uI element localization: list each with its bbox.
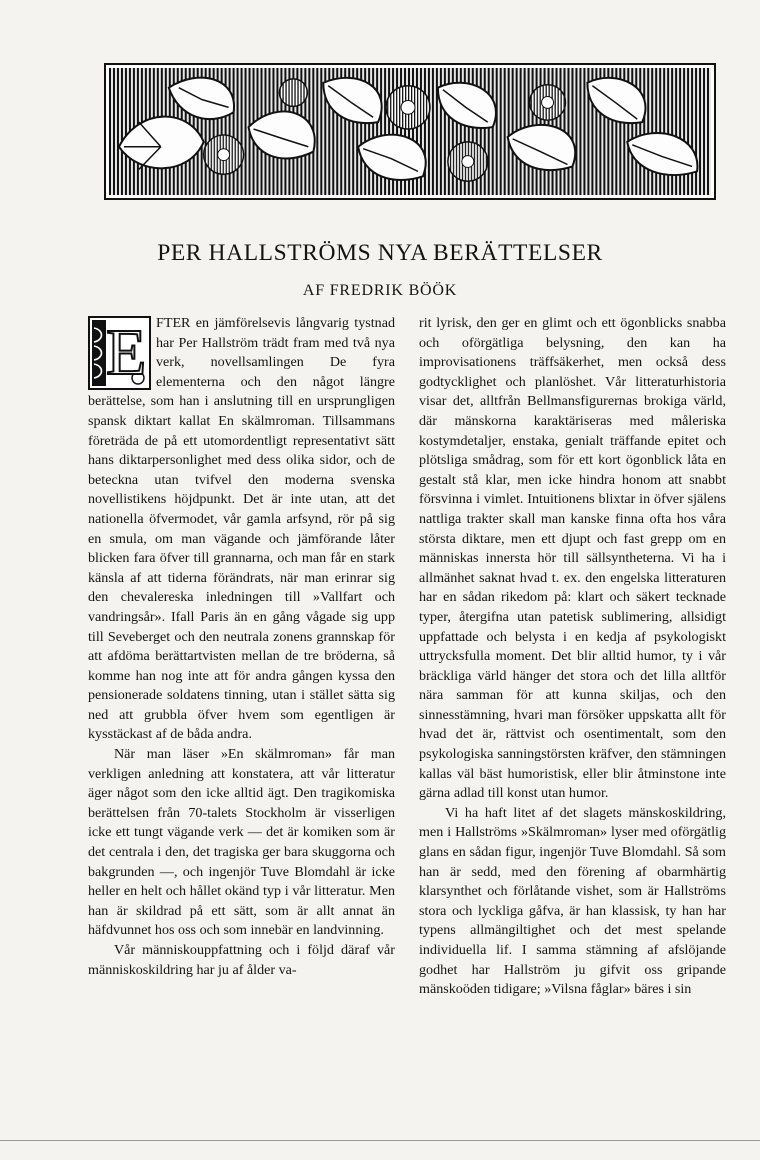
clover-ornament-illustration — [109, 68, 711, 195]
article-title: PER HALLSTRÖMS NYA BERÄTTELSER — [157, 240, 603, 266]
paragraph: När man läser »En skälmroman» får man verkligen anledning att konstatera, att vår litteratur äger något som den icke alltid ägt. Den tragikomiska berättelsen från 70-talets Stockholm är visserligen icke ett tungt vägande verk — det är komiken som är det centrala i den, det tragiska ger bara skuggorna och bakgrunden —, och ingenjör Tuve Blomdahl är icke heller en helt och hållet okänd typ i vår litteratur. Men han är skildrad på ett sätt, som är allt annat än häfdvunnet hos oss och som innebär en landvinning. — [88, 746, 395, 939]
paragraph: rit lyrisk, den ger en glimt och ett ögonblicks snabba och oförgätliga belysning, den kan ha improvisationens träffsäkerhet, men också dess godtycklighet och planlöshet. Vår litteraturhistoria visar det, alltfrån Bellmansfigurernas brokiga värld, där mänskorna karaktäriseras med måleriska kostymdetaljer, enstaka, genialt träffande epitet och plötsliga smådrag, som för ett kort ögonblick låta en gestalt stå klar, men icke hindra honom att snabbt försvinna i vimlet. Intuitionens blixtar in öfver själens nattliga trakter skall man kanske finna ofta hos våra största diktare, men ett djupt och fast grepp om en människas innersta hör till sällsyntheterna. Vi ha i allmänhet saknat hvad t. ex. den engelska litteraturen har en sådan rikedom på: klart och säkert tecknade typer, återgifna utan patetisk sublimering, allsidigt uppfattade och belysta i en kedja af psykologiskt uttrycksfulla moment. Det blir alltid humor, ty i vår bräckliga värld hänger det stora och det lilla alltför nära samman för att kunna skiljas, och den sinnesstämning, hvari man försöker uppskatta allt för hvad det är, rättvist och osentimentalt, som den psykologiska sanningstörsten kräfver, den stämningen kallas väl bäst humoristisk, eller blir åtminstone inte gärna adlad till konst utan humor. — [419, 315, 726, 802]
article-column-right — [419, 314, 726, 1000]
decorative-header-banner — [104, 63, 716, 200]
article-column-left — [88, 314, 395, 980]
drop-cap — [88, 316, 151, 390]
paragraph: Vi ha haft litet af det slagets mänskoskildring, men i Hallströms »Skälmroman» lyser med oförgätlig glans en sådan figur, ingenjör Tuve Blomdahl. Så som han är sedd, med den förening af obarmhärtig klarsynthet och förlåtande vishet, som är Hallströms stora och lyckliga gåfva, är han klassisk, ty han har typens allmängiltighet och det mest spelande individuella lif. I samma stämning af afslöjande godhet har Hallström ju gifvit oss gripande mänskoöden tidigare; »Vilsna fåglar» bäres i sin — [419, 804, 726, 998]
article-byline: AF FREDRIK BÖÖK — [302, 282, 458, 299]
paragraph: FTER en jämförelsevis långvarig tystnad har Per Hallström trädt fram med två nya verk, novellsamlingen De fyra elementerna och den något längre berättelse, som han i anslutning till en ursprungligen spansk diktart kallat En skälmroman. Tillsammans företräda de på ett utomordentligt representativt sätt hans diktarpersonlighet med dess olika sidor, och de beteckna utan tvifvel den moderna svenska novellistikens höjdpunkt. Det är inte utan, att det nationella öfvermodet, vår gamla arfsynd, rör på sig en smula, om man vägande och jämförande låter blicken fara öfver till grannarna, och man får en stark känsla af att tiderna förändrats, när man erinrar sig den chevalereska inledningen till »Vallfart och vandringsår». Ifall Paris än en gång vågade sig upp till Seveberget och den neutrala zonens grannskap för att afdöma berättartvisten mellan de tre bröderna, så komme han nog inte att för andra gången kyssa den pensionerade soldatens tinning, utan i stället sätta sig ned att grubbla öfver hvem som egentligen är kysstäckast af de båda andra. — [88, 315, 395, 743]
paragraph: Vår människouppfattning och i följd däraf vår människoskildring har ju af ålder va- — [88, 942, 395, 978]
drop-cap-letter: E — [106, 316, 147, 389]
page-edge-divider — [0, 1140, 760, 1141]
